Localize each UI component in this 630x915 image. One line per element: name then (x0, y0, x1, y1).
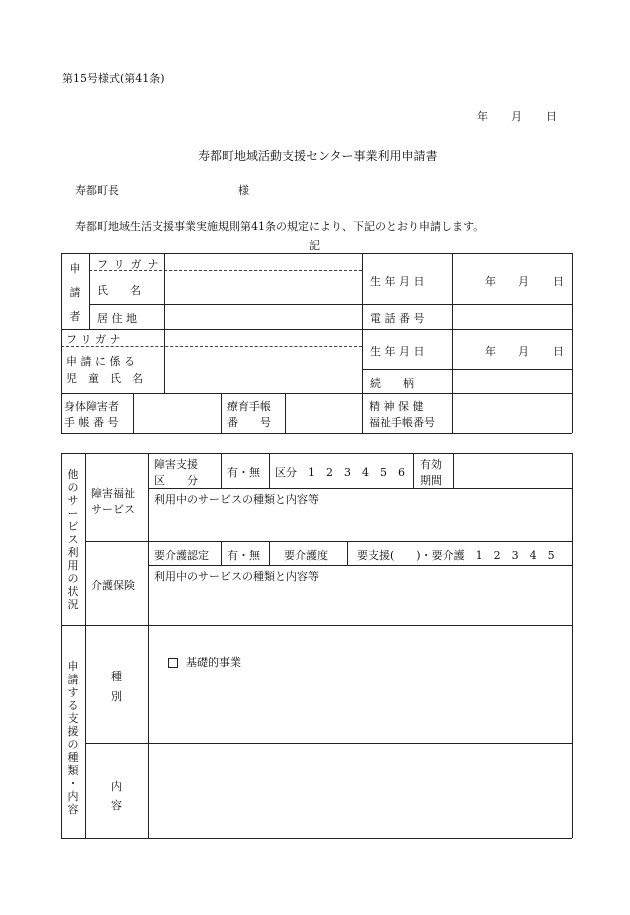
validity-label-2: 期間 (420, 474, 442, 487)
support-type-label-1: 種 (111, 670, 122, 683)
applicant-birth-year: 年 (485, 275, 496, 288)
support-class-scale: 区分 1 2 3 4 5 6 (275, 466, 405, 479)
support-type-label-2: 別 (111, 690, 122, 703)
child-label-2: 児 童 氏 名 (66, 372, 143, 385)
form-number: 第15号様式(第41条) (62, 72, 165, 85)
services-label-char: の (67, 481, 79, 494)
ryoiku-handbook-label-1: 療育手帳 (227, 400, 271, 413)
care-insurance-label: 介護保険 (91, 579, 135, 592)
services-label-char: サ (67, 494, 79, 507)
furigana-label: フリガナ (97, 258, 165, 271)
support-label-char: 申 (67, 660, 79, 673)
ryoiku-handbook-label-2: 番 号 (227, 416, 271, 429)
services-label-char: の (67, 572, 79, 585)
ki-label: 記 (309, 239, 320, 252)
services-label-char: 他 (67, 468, 79, 481)
support-label-char: 援 (67, 725, 79, 738)
services-label-char: 状 (67, 585, 79, 598)
applicant-birth-day: 日 (553, 275, 564, 288)
services-label-char: ビ (67, 520, 79, 533)
support-label-char: 種 (67, 751, 79, 764)
support-label-char: 請 (67, 673, 79, 686)
child-label-1: 申 請 に 係 る (66, 355, 135, 368)
relation-label: 続 柄 (370, 377, 414, 390)
support-label-char: ・ (67, 777, 79, 790)
child-birth-year: 年 (485, 345, 496, 358)
validity-label-1: 有効 (420, 458, 442, 471)
support-content-label-2: 容 (111, 799, 122, 812)
physical-handbook-label-1: 身体障害者 (64, 400, 119, 413)
care-level-label: 要介護度 (284, 549, 328, 562)
applicant-birth-label: 生 年 月 日 (370, 275, 425, 288)
welfare-service-label-1: 障害福祉 (91, 487, 135, 500)
care-in-use-label: 利用中のサービスの種類と内容等 (154, 570, 319, 583)
support-content-label-1: 内 (111, 780, 122, 793)
basic-service-label: 基礎的事業 (186, 656, 241, 669)
applicant-label-char: 申 (69, 262, 81, 275)
address-label: 居 住 地 (97, 312, 137, 325)
services-label-char: ー (67, 507, 79, 520)
intro-text: 寿都町地域生活支援事業実施規則第41条の規定により、下記のとおり申請します。 (75, 220, 485, 233)
support-class-yes-no: 有・無 (227, 466, 260, 479)
services-label-char: ス (67, 533, 79, 546)
care-cert-label: 要介護認定 (154, 549, 209, 562)
child-birth-label: 生 年 月 日 (370, 345, 425, 358)
care-level-scale: 要支援( )・要介護 1 2 3 4 5 (357, 549, 555, 562)
care-cert-yes-no: 有・無 (227, 549, 260, 562)
support-label-char: 内 (67, 790, 79, 803)
applicant-birth-month: 月 (518, 275, 529, 288)
child-birth-day: 日 (553, 345, 564, 358)
addressee: 寿都町長 (75, 184, 119, 197)
support-label-char: 類 (67, 764, 79, 777)
child-furigana-label: フ リ ガ ナ (66, 333, 121, 346)
services-label-char: 利 (67, 546, 79, 559)
physical-handbook-label-2: 手 帳 番 号 (64, 416, 119, 429)
support-side-label (65, 660, 81, 816)
support-label-char: 容 (67, 803, 79, 816)
services-label-char: 況 (67, 598, 79, 611)
applicant-label-char: 請 (69, 286, 81, 299)
date-year: 年 (477, 110, 488, 123)
form-title: 寿都町地域活動支援センター事業利用申請書 (198, 149, 438, 163)
mental-handbook-label-2: 福祉手帳番号 (369, 416, 435, 429)
welfare-service-label-2: サービス (91, 503, 135, 516)
basic-service-option[interactable] (168, 654, 241, 670)
mental-handbook-label-1: 精 神 保 健 (369, 400, 424, 413)
support-class-label-1: 障害支援 (154, 458, 198, 471)
date-month: 月 (511, 110, 522, 123)
phone-label: 電 話 番 号 (370, 312, 425, 325)
checkbox-icon[interactable] (168, 658, 178, 668)
addressee-suffix: 様 (238, 184, 249, 197)
services-label-char: 用 (67, 559, 79, 572)
support-label-char: 支 (67, 712, 79, 725)
support-label-char: る (67, 699, 79, 712)
child-birth-month: 月 (518, 345, 529, 358)
support-class-label-2: 区 分 (154, 474, 198, 487)
date-day: 日 (546, 110, 557, 123)
services-side-label (65, 468, 81, 611)
welfare-in-use-label: 利用中のサービスの種類と内容等 (154, 493, 319, 506)
support-label-char: す (67, 686, 79, 699)
support-label-char: の (67, 738, 79, 751)
applicant-side-label (67, 262, 83, 324)
applicant-label-char: 者 (69, 310, 81, 323)
name-label: 氏 名 (97, 284, 141, 297)
